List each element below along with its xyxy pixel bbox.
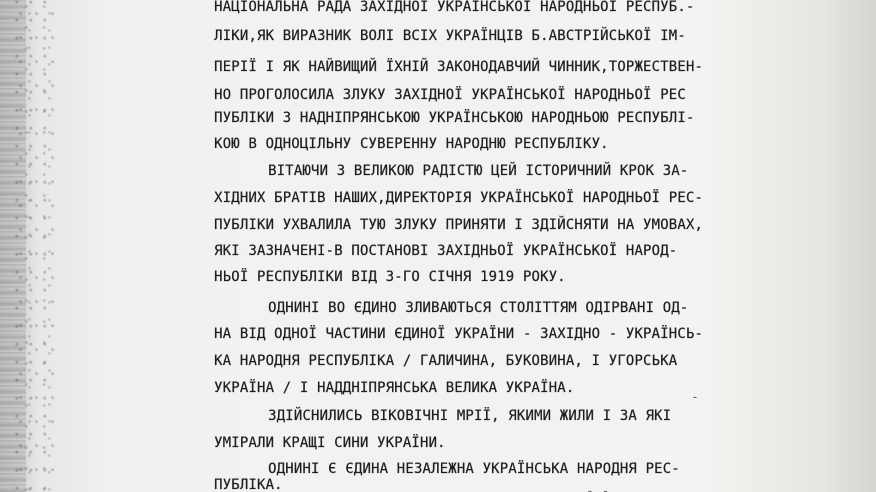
paragraph-3-line-3: КА НАРОДНЯ РЕСПУБЛІКА / ГАЛИЧИНА, БУКОВИНА, І УГОРСЬКА: [214, 353, 678, 369]
paragraph-1-line-3: ПЕРІЇ І ЯК НАЙВИЩИЙ ЇХНІЙ ЗАКОНОДАВЧИЙ ЧИННИК,ТОРЖЕСТВЕН-: [214, 59, 703, 75]
paragraph-4-line-2: УМІРАЛИ КРАЩІ СИНИ УКРАЇНИ.: [214, 435, 446, 451]
paragraph-1-line-4: НО ПРОГОЛОСИЛА ЗЛУКУ ЗАХІДНОЇ УКРАЇНСЬКОЇ НАРОДНЬОЇ РЕС: [214, 87, 686, 103]
paragraph-5-line-1: ОДНИНІ Є ЄДИНА НЕЗАЛЕЖНА УКРАЇНСЬКА НАРОДНЯ РЕС-: [268, 461, 680, 477]
paragraph-5-line-2: ПУБЛІКА.: [214, 477, 283, 492]
paragraph-1-line-2: ЛІКИ,ЯК ВИРАЗНИК ВОЛІ ВСІХ УКРАЇНЦІВ Б.АВСТРІЙСЬКОЇ ІМ-: [214, 28, 686, 44]
paragraph-3-line-4: УКРАЇНА / І НАДДНІПРЯНСЬКА ВЕЛИКА УКРАЇНА.: [214, 380, 575, 396]
paragraph-2-line-5: НЬОЇ РЕСПУБЛІКИ ВІД 3-ГО СІЧНЯ 1919 РОКУ.: [214, 269, 566, 285]
paragraph-1-line-1: НАЦІОНАЛЬНА РАДА ЗАХІДНОЇ УКРАЇНСЬКОЇ НАРОДНЬОЇ РЕСПУБ.-: [214, 0, 695, 15]
paragraph-3-line-1: ОДНИНІ ВО ЄДИНО ЗЛИВАЮТЬСЯ СТОЛІТТЯМ ОДІРВАНІ ОД-: [268, 300, 689, 316]
paragraph-2-line-2: ХІДНИХ БРАТІВ НАШИХ,ДИРЕКТОРІЯ УКРАЇНСЬКОЇ НАРОДНЬОЇ РЕС-: [214, 190, 703, 206]
paragraph-1-line-5: ПУБЛІКИ З НАДНІПРЯНСЬКОЮ УКРАЇНСЬКОЮ НАРОДНЬОЮ РЕСПУБЛІ-: [214, 110, 695, 126]
paragraph-1-line-6: КОЮ В ОДНОЦІЛЬНУ СУВЕРЕННУ НАРОДНЮ РЕСПУБЛІКУ.: [214, 136, 609, 152]
faint-bottom-mark: - -: [586, 484, 610, 492]
paragraph-2-line-4: ЯКІ ЗАЗНАЧЕНІ-В ПОСТАНОВІ ЗАХІДНЬОЇ УКРАЇНСЬКОЇ НАРОД-: [214, 243, 678, 259]
paragraph-4-line-1: ЗДІЙСНИЛИСЬ ВІКОВІЧНІ МРІЇ, ЯКИМИ ЖИЛИ І ЗА ЯКІ: [268, 408, 672, 424]
paragraph-2-line-3: ПУБЛІКИ УХВАЛИЛА ТУЮ ЗЛУКУ ПРИНЯТИ І ЗДІЙСНЯТИ НА УМОВАХ,: [214, 217, 703, 233]
faint-typed-mark: -: [691, 390, 699, 405]
paragraph-2-line-1: ВІТАЮЧИ З ВЕЛИКОЮ РАДІСТЮ ЦЕЙ ІСТОРИЧНИЙ КРОК ЗА-: [268, 163, 689, 179]
paragraph-3-line-2: НА ВІД ОДНОЇ ЧАСТИНИ ЄДИНОЇ УКРАЇНИ - ЗАХІДНО - УКРАЇНСЬ-: [214, 326, 703, 342]
